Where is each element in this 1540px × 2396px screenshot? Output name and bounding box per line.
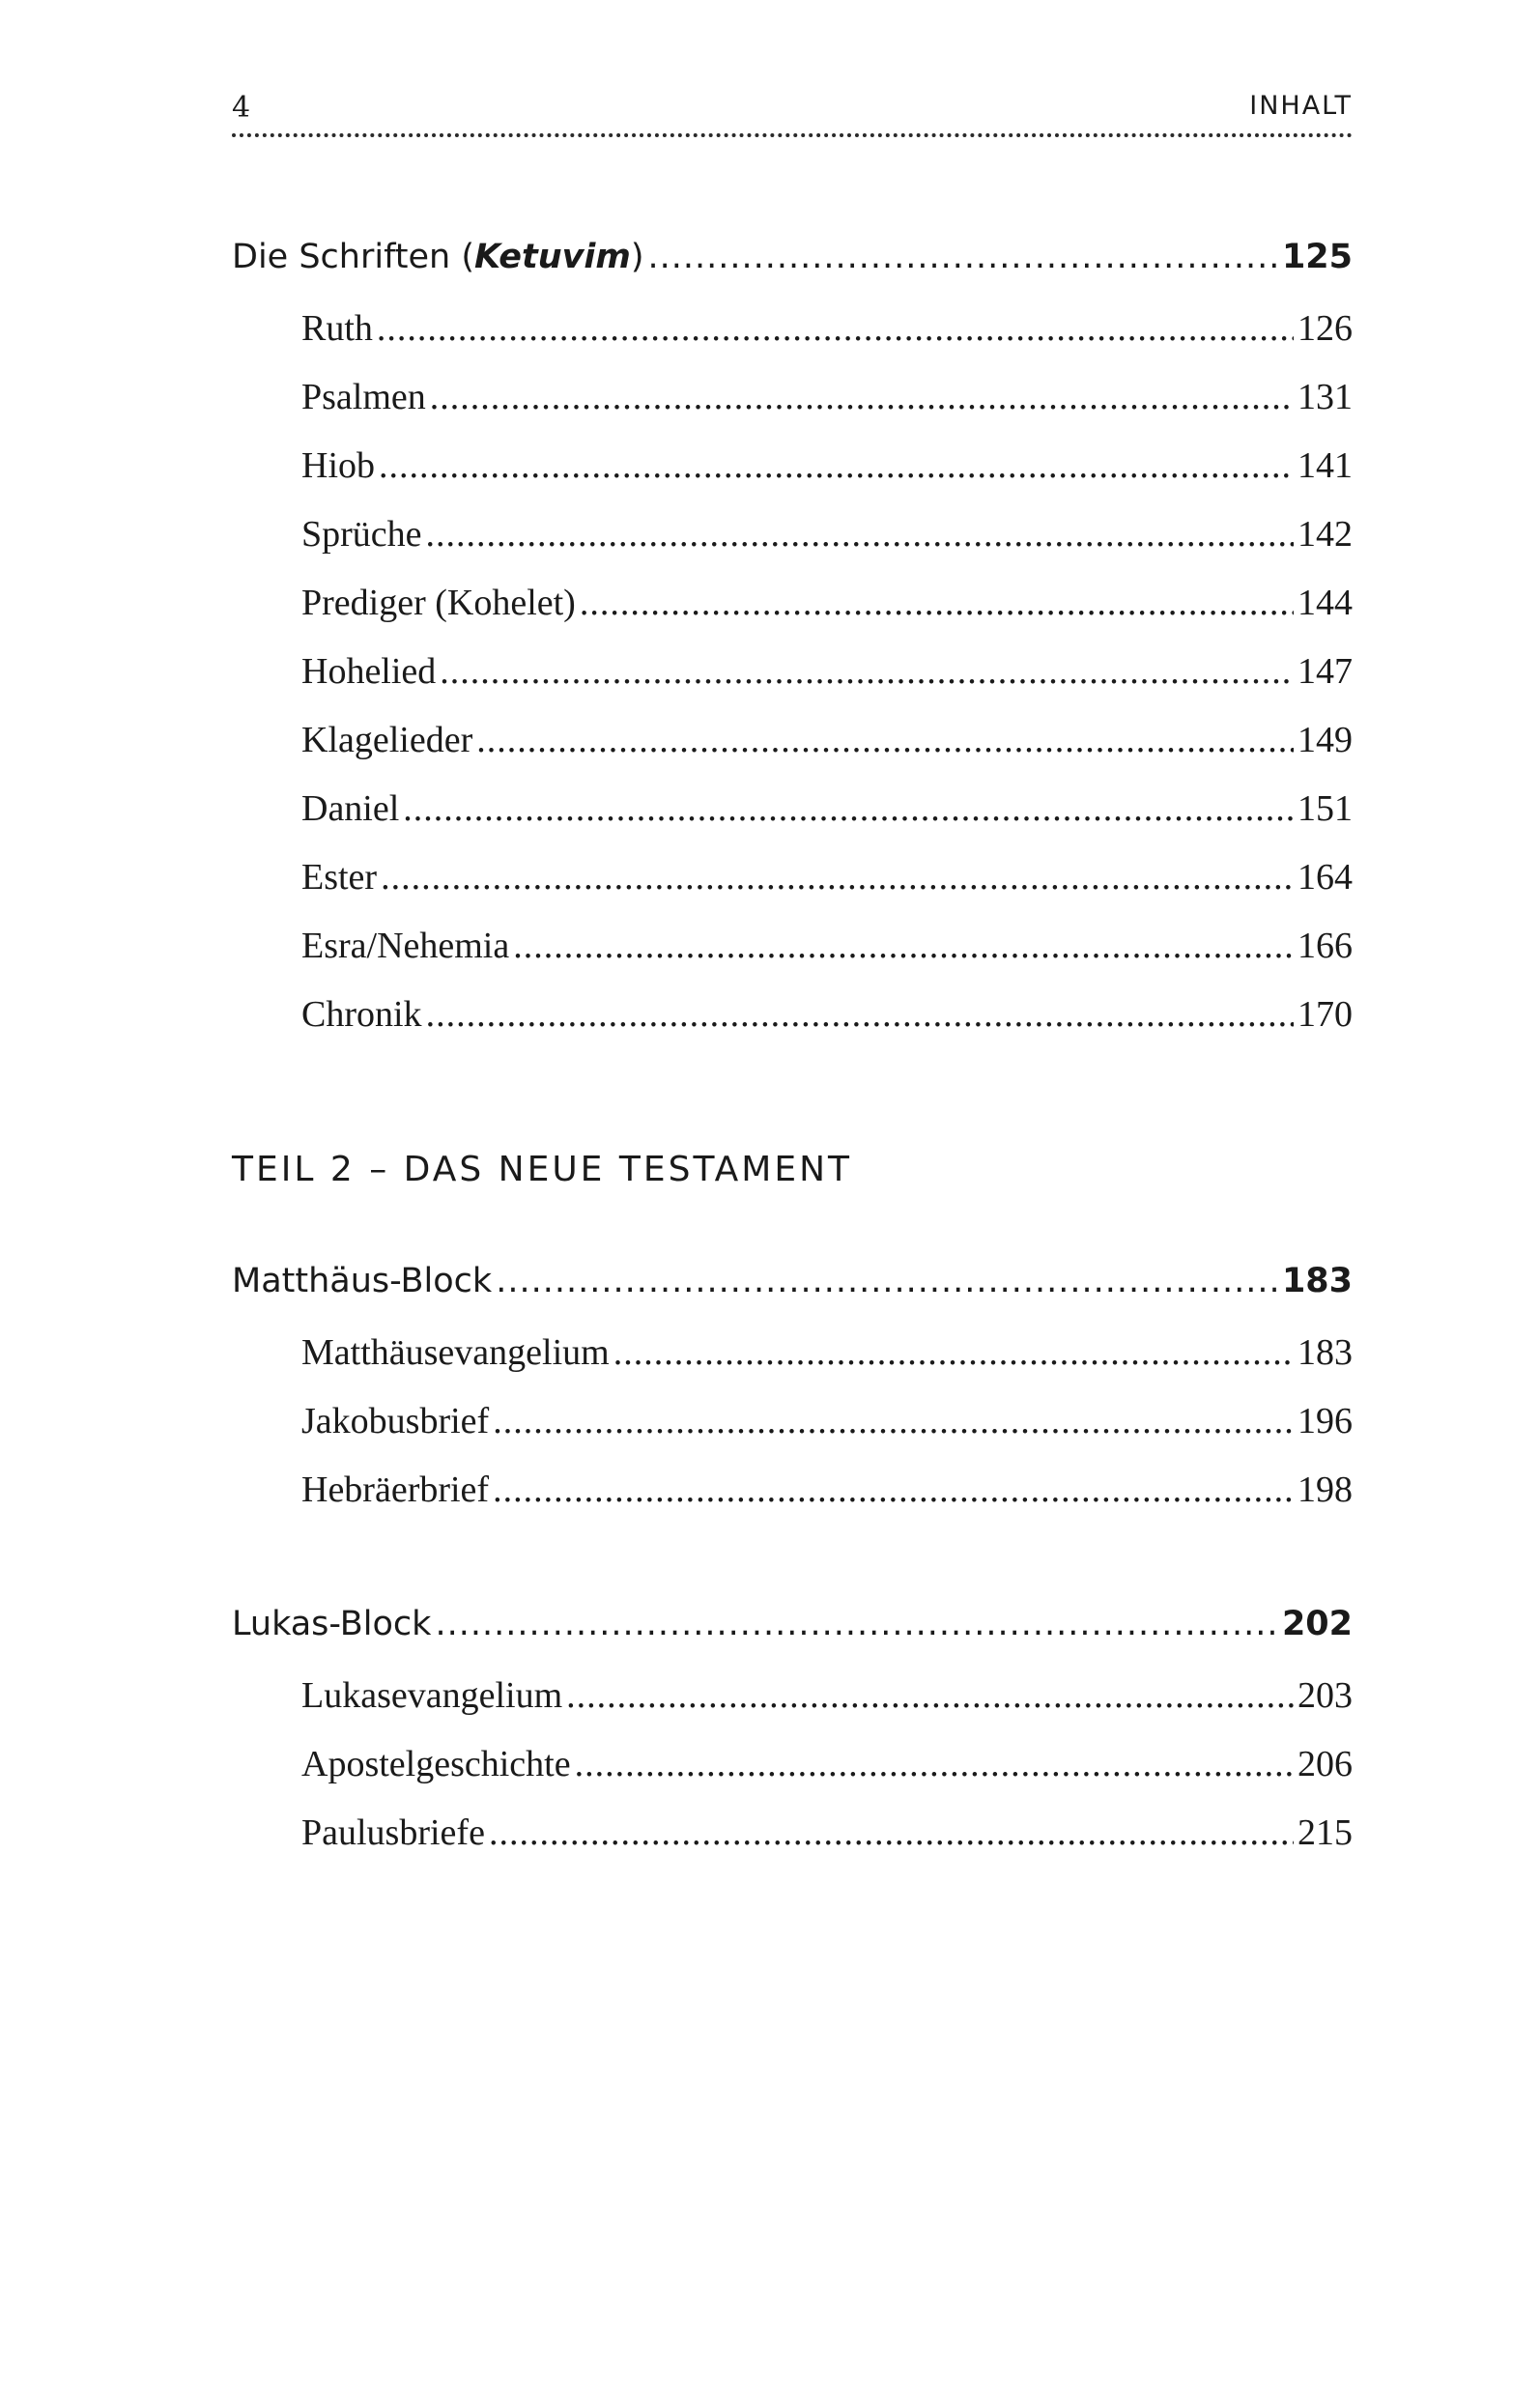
dot-leader	[426, 513, 1294, 556]
toc-subentry-page: 151	[1298, 788, 1353, 829]
toc-subentry-page: 198	[1298, 1469, 1353, 1510]
toc-subentry[interactable]	[301, 1674, 1353, 1717]
toc-subentry[interactable]	[301, 719, 1353, 761]
toc-subentry[interactable]	[301, 582, 1353, 624]
dot-leader	[377, 307, 1294, 350]
toc-subentry[interactable]	[301, 993, 1353, 1036]
toc-subentry-label: Hebräerbrief	[301, 1469, 490, 1510]
toc-entry-page: 125	[1281, 238, 1353, 276]
toc-subentry-page: 183	[1298, 1332, 1353, 1373]
toc-subentry-label: Ruth	[301, 308, 373, 349]
toc-subentry[interactable]	[301, 1811, 1353, 1854]
running-head	[232, 85, 1353, 124]
toc-subentry[interactable]	[301, 1400, 1353, 1442]
toc-subentry-page: 203	[1298, 1675, 1353, 1716]
toc-subentry[interactable]	[301, 307, 1353, 350]
dot-leader	[493, 1469, 1294, 1511]
page-number: 4	[232, 91, 251, 125]
toc-entry-title: Matthäus-Block	[232, 1262, 493, 1300]
dot-leader	[476, 719, 1294, 761]
dot-leader	[580, 582, 1294, 624]
toc-subentry-page: 206	[1298, 1744, 1353, 1784]
toc-subentry-page: 142	[1298, 514, 1353, 555]
toc-subentry-page: 170	[1298, 994, 1353, 1035]
toc-subentry[interactable]	[301, 1469, 1353, 1511]
dot-leader	[440, 650, 1294, 693]
dotted-rule	[232, 133, 1353, 137]
toc-subentry[interactable]	[301, 376, 1353, 418]
toc-subentry-label: Hohelied	[301, 651, 437, 692]
toc-subentry-page: 131	[1298, 377, 1353, 417]
toc-subentry-label: Ester	[301, 857, 378, 898]
toc-subentry-label: Prediger (Kohelet)	[301, 583, 576, 623]
toc-entry-title: Lukas-Block	[232, 1605, 432, 1643]
toc-subentry-label: Esra/Nehemia	[301, 926, 510, 966]
toc-subentry-label: Hiob	[301, 445, 375, 486]
toc-subentry-page: 126	[1298, 308, 1353, 349]
toc-subentry[interactable]	[301, 787, 1353, 830]
running-head-title: INHALT	[1249, 91, 1353, 121]
toc-subentry-label: Jakobusbrief	[301, 1401, 490, 1441]
toc-subentry-label: Psalmen	[301, 377, 426, 417]
toc-subentry-label: Apostelgeschichte	[301, 1744, 571, 1784]
dot-leader	[435, 1605, 1277, 1643]
toc-subentry[interactable]	[301, 1743, 1353, 1785]
part-heading: TEIL 2 – DAS NEUE TESTAMENT	[232, 1150, 853, 1189]
toc-subentry-page: 196	[1298, 1401, 1353, 1441]
toc-subentry[interactable]	[301, 856, 1353, 898]
toc-entry-page: 202	[1281, 1605, 1353, 1643]
dot-leader	[426, 993, 1294, 1036]
toc-subentry-label: Matthäusevangelium	[301, 1332, 610, 1373]
toc-entry-title: Die Schriften (Ketuvim)	[232, 238, 644, 276]
dot-leader	[493, 1400, 1294, 1442]
toc-subentry-label: Lukasevangelium	[301, 1675, 563, 1716]
toc-entry-matthaeus-block[interactable]	[232, 1262, 1353, 1300]
toc-entry-lukas-block[interactable]	[232, 1605, 1353, 1643]
toc-subentry[interactable]	[301, 650, 1353, 693]
dot-leader	[513, 925, 1294, 967]
toc-subentry[interactable]	[301, 513, 1353, 556]
toc-subentry-page: 144	[1298, 583, 1353, 623]
dot-leader	[613, 1331, 1294, 1374]
dot-leader	[575, 1743, 1294, 1785]
toc-subentry-page: 215	[1298, 1812, 1353, 1853]
dot-leader	[496, 1262, 1278, 1300]
dot-leader	[381, 856, 1294, 898]
toc-subentry-page: 164	[1298, 857, 1353, 898]
dot-leader	[566, 1674, 1294, 1717]
dot-leader	[379, 444, 1294, 487]
dot-leader	[403, 787, 1294, 830]
dot-leader	[430, 376, 1294, 418]
toc-subentry-label: Klagelieder	[301, 720, 473, 760]
toc-subentry-label: Daniel	[301, 788, 400, 829]
toc-entry-schriften[interactable]	[232, 238, 1353, 276]
toc-subentry[interactable]	[301, 444, 1353, 487]
dot-leader	[648, 238, 1278, 276]
toc-subentry-label: Paulusbriefe	[301, 1812, 485, 1853]
toc-subentry[interactable]	[301, 1331, 1353, 1374]
toc-subentry-page: 141	[1298, 445, 1353, 486]
toc-entry-page: 183	[1281, 1262, 1353, 1300]
toc-subentry-page: 149	[1298, 720, 1353, 760]
toc-subentry-label: Chronik	[301, 994, 422, 1035]
toc-subentry-label: Sprüche	[301, 514, 422, 555]
dot-leader	[489, 1811, 1294, 1854]
toc-subentry[interactable]	[301, 925, 1353, 967]
toc-subentry-page: 147	[1298, 651, 1353, 692]
toc-page	[232, 0, 1353, 2396]
toc-subentry-page: 166	[1298, 926, 1353, 966]
